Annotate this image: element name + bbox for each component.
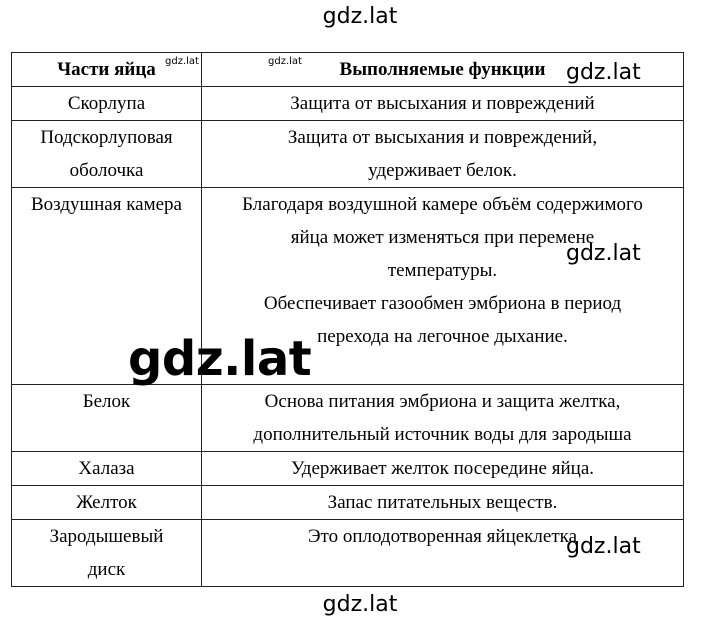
cell-function: Защита от высыхания и повреждений xyxy=(202,87,684,121)
table-row xyxy=(12,486,684,520)
table-row xyxy=(12,188,684,385)
cell-part: Воздушная камера xyxy=(12,188,202,385)
watermark-top: gdz.lat xyxy=(322,4,398,29)
table-row xyxy=(12,452,684,486)
cell-part: Желток xyxy=(12,486,202,520)
cell-function: Удерживает желток посередине яйца. xyxy=(202,452,684,486)
cell-part: Белок xyxy=(12,385,202,452)
cell-function: Защита от высыхания и повреждений, удерживает белок. xyxy=(202,121,684,188)
watermark-small: gdz.lat xyxy=(165,56,199,67)
watermark-right: gdz.lat xyxy=(566,241,641,266)
watermark-center: gdz.lat xyxy=(128,331,312,387)
watermark-right: gdz.lat xyxy=(566,60,641,85)
header-parts: Части яйца xyxy=(12,53,202,87)
cell-function: Основа питания эмбриона и защита желтка, дополнительный источник воды для зародыша xyxy=(202,385,684,452)
cell-part: Зародышевый диск xyxy=(12,520,202,587)
watermark-bottom: gdz.lat xyxy=(322,592,398,617)
cell-part: Подскорлуповая оболочка xyxy=(12,121,202,188)
egg-parts-table xyxy=(11,52,684,587)
cell-function: Это оплодотворенная яйцеклетка xyxy=(202,520,684,587)
cell-function: Запас питательных веществ. xyxy=(202,486,684,520)
watermark-right: gdz.lat xyxy=(566,534,641,559)
header-functions: Выполняемые функции xyxy=(202,53,684,87)
cell-part: Скорлупа xyxy=(12,87,202,121)
table-row xyxy=(12,87,684,121)
table-row xyxy=(12,121,684,188)
watermark-small: gdz.lat xyxy=(268,56,302,67)
cell-function: Благодаря воздушной камере объём содержимого яйца может изменяться при перемене температуры. Обеспечивает газообмен эмбриона в период перехода на легочное дыхание. xyxy=(202,188,684,385)
cell-part: Халаза xyxy=(12,452,202,486)
table-row xyxy=(12,385,684,452)
